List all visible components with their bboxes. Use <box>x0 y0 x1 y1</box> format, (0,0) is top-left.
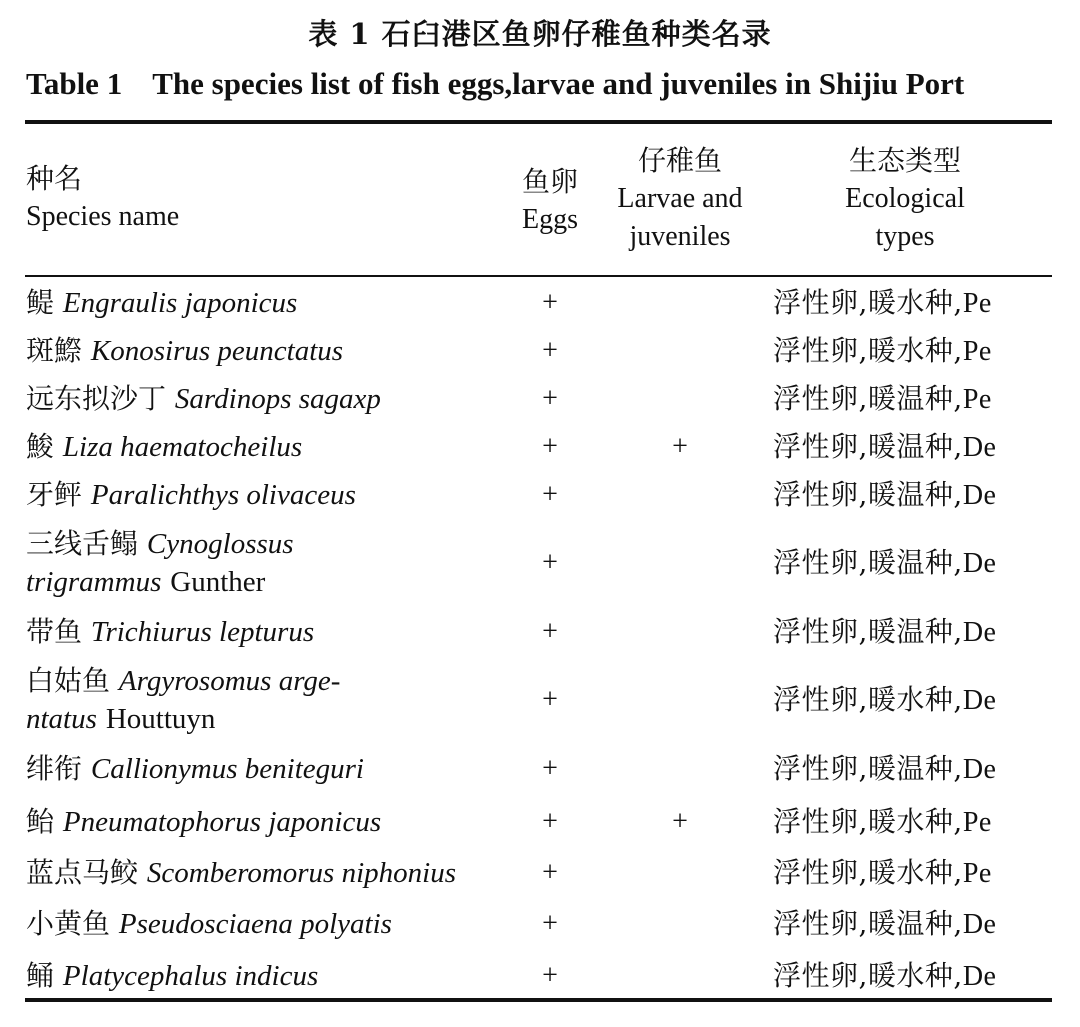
species-scientific-name: Pneumatophorus japonicus <box>62 806 382 838</box>
ecological-type-tag: Pe <box>962 336 992 367</box>
table-row <box>0 803 1080 841</box>
ecological-type-cell <box>773 284 1053 323</box>
eggs-cell: + <box>542 908 558 939</box>
eggs-cell: + <box>542 479 558 510</box>
ecological-type-text: 浮性卵,暖水种, <box>773 683 963 716</box>
ecological-type-tag: Pe <box>962 807 992 838</box>
larvae-cell: + <box>672 431 688 462</box>
header-larvae <box>595 142 765 256</box>
eggs-cell: + <box>542 431 558 462</box>
species-chinese-name: 绯衔 <box>26 752 83 785</box>
ecological-type-tag: De <box>962 685 997 716</box>
species-scientific-name: Pseudosciaena polyatis <box>118 908 392 940</box>
species-chinese-name: 白姑鱼 <box>26 664 111 697</box>
ecological-type-text: 浮性卵,暖水种, <box>773 805 963 838</box>
table-row <box>0 662 1080 738</box>
ecological-type-cell <box>773 854 1053 893</box>
species-chinese-name: 鲬 <box>26 959 55 992</box>
ecological-type-text: 浮性卵,暖水种, <box>773 856 963 889</box>
ecological-type-cell <box>773 750 1053 789</box>
header-larvae-en-1: Larvae and <box>617 183 743 214</box>
header-rule <box>25 275 1052 277</box>
ecological-type-tag: De <box>962 961 997 992</box>
ecological-type-tag: De <box>962 480 997 511</box>
species-scientific-name: Platycephalus indicus <box>62 960 319 992</box>
ecological-type-cell <box>773 613 1053 652</box>
ecological-type-text: 浮性卵,暖水种, <box>773 286 963 319</box>
table-label: Table 1 <box>26 66 123 101</box>
ecological-type-text: 浮性卵,暖温种, <box>773 752 963 785</box>
ecological-type-text: 浮性卵,暖温种, <box>773 546 963 579</box>
ecological-type-tag: Pe <box>962 384 992 415</box>
species-scientific-name: Paralichthys olivaceus <box>90 479 356 511</box>
header-species-cn: 种名 <box>26 162 83 195</box>
species-cell <box>26 613 506 651</box>
ecological-type-text: 浮性卵,暖温种, <box>773 907 963 940</box>
species-chinese-name: 鲐 <box>26 805 55 838</box>
ecological-type-cell <box>773 476 1053 515</box>
ecological-type-tag: De <box>962 432 997 463</box>
ecological-type-cell <box>773 332 1053 371</box>
species-cell <box>26 284 506 322</box>
header-ecological-types <box>800 142 1010 256</box>
eggs-cell: + <box>542 383 558 414</box>
header-species <box>26 160 179 236</box>
species-scientific-name: Konosirus peunctatus <box>90 335 344 367</box>
ecological-type-text: 浮性卵,暖温种, <box>773 615 963 648</box>
table-row <box>0 750 1080 788</box>
species-chinese-name: 牙鲆 <box>26 478 83 511</box>
table-row <box>0 905 1080 943</box>
larvae-cell: + <box>672 806 688 837</box>
table-row <box>0 957 1080 995</box>
top-rule <box>25 120 1052 124</box>
species-cell <box>26 332 506 370</box>
species-cell <box>26 525 506 601</box>
header-larvae-cn: 仔稚鱼 <box>637 144 722 177</box>
species-scientific-name: Liza haematocheilus <box>62 431 303 463</box>
header-eggs <box>490 163 610 239</box>
table-row <box>0 613 1080 651</box>
eggs-cell: + <box>542 547 558 578</box>
species-scientific-name: Argyrosomus arge- <box>118 665 341 697</box>
ecological-type-cell <box>773 681 1053 720</box>
species-chinese-name: 鮻 <box>26 430 55 463</box>
ecological-type-text: 浮性卵,暖水种, <box>773 959 963 992</box>
header-larvae-en-2: juveniles <box>629 221 731 252</box>
species-chinese-name: 蓝点马鲛 <box>26 856 139 889</box>
eggs-cell: + <box>542 960 558 991</box>
species-scientific-name: Engraulis japonicus <box>62 287 298 319</box>
species-scientific-name: Callionymus beniteguri <box>90 753 364 785</box>
table-title: The species list of fish eggs,larvae and juveniles in Shijiu Port <box>152 66 965 101</box>
header-species-en: Species name <box>26 201 180 232</box>
header-eco-en-2: types <box>875 221 935 252</box>
species-scientific-name: Trichiurus lepturus <box>90 616 315 648</box>
bottom-rule <box>25 998 1052 1002</box>
ecological-type-tag: De <box>962 754 997 785</box>
eggs-cell: + <box>542 684 558 715</box>
eggs-cell: + <box>542 616 558 647</box>
ecological-type-text: 浮性卵,暖温种, <box>773 478 963 511</box>
species-cell <box>26 854 506 892</box>
ecological-type-cell <box>773 803 1053 842</box>
header-eggs-en: Eggs <box>522 204 578 235</box>
ecological-type-tag: Pe <box>962 858 992 889</box>
table-row <box>0 525 1080 601</box>
species-scientific-name: Cynoglossus <box>146 528 294 560</box>
eggs-cell: + <box>542 857 558 888</box>
ecological-type-tag: Pe <box>962 288 992 319</box>
ecological-type-cell <box>773 957 1053 996</box>
species-scientific-name-cont: trigrammus <box>26 566 162 598</box>
species-author: Gunther <box>170 566 266 598</box>
species-cell <box>26 750 506 788</box>
species-cell <box>26 905 506 943</box>
eggs-cell: + <box>542 753 558 784</box>
species-cell <box>26 380 506 418</box>
species-author: Houttuyn <box>105 703 216 735</box>
species-chinese-name: 斑鰶 <box>26 334 83 367</box>
species-chinese-name: 鳀 <box>26 286 55 319</box>
ecological-type-text: 浮性卵,暖温种, <box>773 430 963 463</box>
ecological-type-tag: De <box>962 548 997 579</box>
table-row <box>0 428 1080 466</box>
species-cell <box>26 476 506 514</box>
table-row <box>0 332 1080 370</box>
ecological-type-text: 浮性卵,暖水种, <box>773 334 963 367</box>
table-caption-english <box>26 66 1056 102</box>
ecological-type-tag: De <box>962 909 997 940</box>
eggs-cell: + <box>542 335 558 366</box>
species-chinese-name: 三线舌鳎 <box>26 527 139 560</box>
eggs-cell: + <box>542 806 558 837</box>
species-cell <box>26 957 506 995</box>
eggs-cell: + <box>542 287 558 318</box>
species-chinese-name: 小黄鱼 <box>26 907 111 940</box>
header-eco-cn: 生态类型 <box>848 144 961 177</box>
species-cell <box>26 662 506 738</box>
species-scientific-name-cont: ntatus <box>26 703 97 735</box>
ecological-type-text: 浮性卵,暖温种, <box>773 382 963 415</box>
species-chinese-name: 远东拟沙丁 <box>26 382 167 415</box>
ecological-type-tag: De <box>962 617 997 648</box>
species-scientific-name: Sardinops sagaxp <box>174 383 381 415</box>
species-cell <box>26 803 506 841</box>
table-row <box>0 380 1080 418</box>
ecological-type-cell <box>773 380 1053 419</box>
header-eggs-cn: 鱼卵 <box>521 165 578 198</box>
ecological-type-cell <box>773 428 1053 467</box>
species-cell <box>26 428 506 466</box>
species-chinese-name: 带鱼 <box>26 615 83 648</box>
table-row <box>0 284 1080 322</box>
table-row <box>0 476 1080 514</box>
ecological-type-cell <box>773 905 1053 944</box>
species-scientific-name: Scomberomorus niphonius <box>146 857 456 889</box>
ecological-type-cell <box>773 544 1053 583</box>
table-caption-chinese: 表 1 石臼港区鱼卵仔稚鱼种类名录 <box>308 17 772 51</box>
header-eco-en-1: Ecological <box>845 183 965 214</box>
table-row <box>0 854 1080 892</box>
